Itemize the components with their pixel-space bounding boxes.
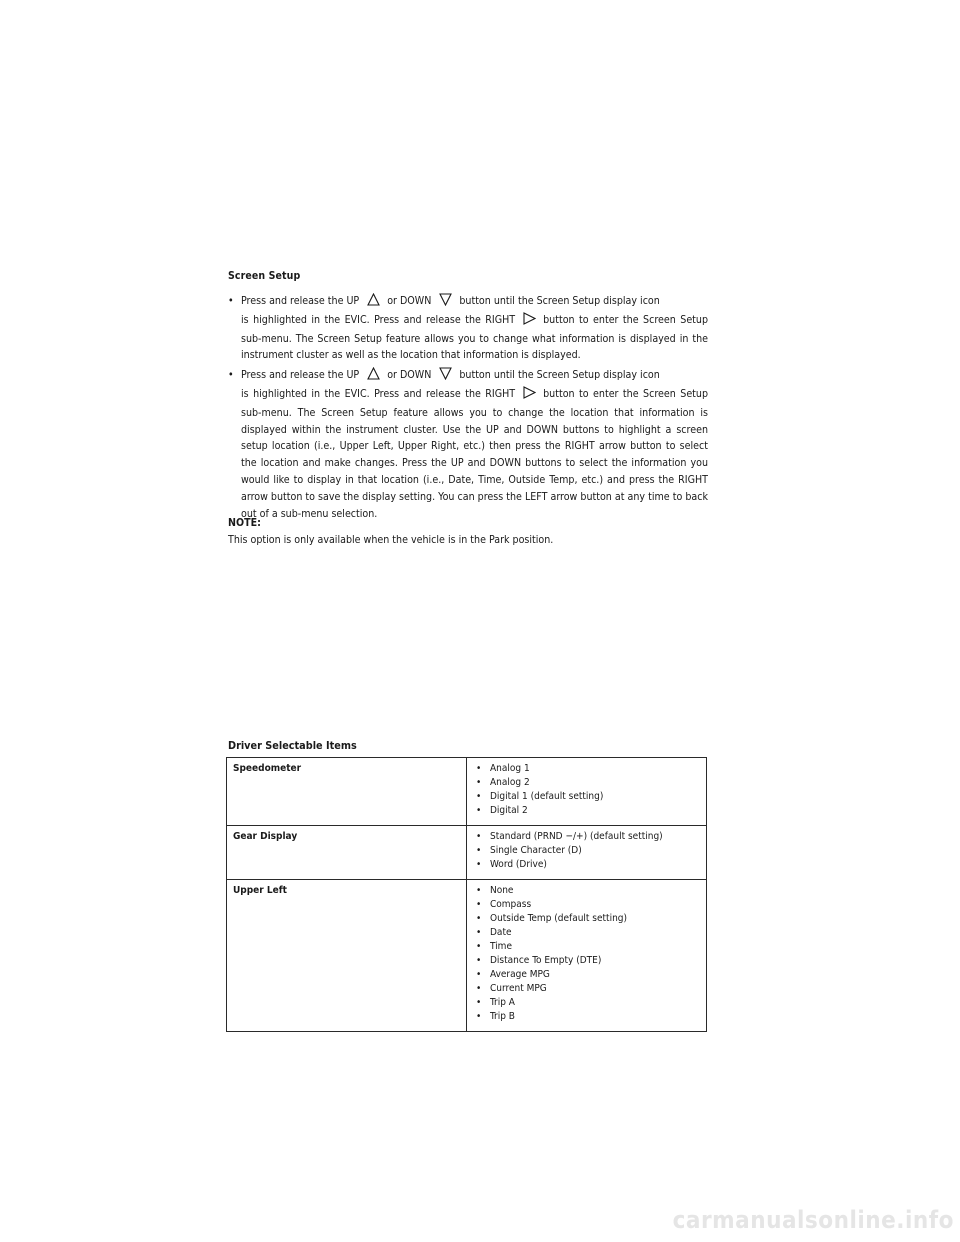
instruction-text: button to enter the Screen xyxy=(543,313,676,326)
section-title: Screen Setup xyxy=(228,270,301,282)
option-item: • Digital 2 xyxy=(473,804,700,818)
instruction-text: is highlighted in the EVIC. Press and release the RIGHT xyxy=(241,313,516,326)
item-name: Gear Display xyxy=(227,826,467,880)
instruction-text: or DOWN xyxy=(387,369,432,382)
instruction-text: is highlighted in the EVIC. Press and release the RIGHT xyxy=(241,387,516,400)
option-item: • Standard (PRND −/+) (default setting) xyxy=(473,830,700,844)
option-item: • Analog 1 xyxy=(473,762,700,776)
table-row xyxy=(227,826,707,880)
note-title: NOTE: xyxy=(228,517,261,529)
right-arrow-icon xyxy=(523,386,536,405)
right-arrow-icon xyxy=(523,312,536,331)
item-options xyxy=(467,826,707,880)
option-item: • Time xyxy=(473,940,700,954)
instruction-text: button to enter the Screen xyxy=(543,387,676,400)
instruction-text: or DOWN xyxy=(387,295,432,307)
option-item: • Word (Drive) xyxy=(473,858,700,872)
up-arrow-icon xyxy=(367,367,380,386)
down-arrow-icon xyxy=(439,367,452,386)
table-row xyxy=(227,758,707,826)
option-item: • Analog 2 xyxy=(473,776,700,790)
driver-selectable-items-table xyxy=(226,757,707,1032)
instruction-text: button until the Screen Setup display icon xyxy=(459,369,660,382)
item-name: Upper Left xyxy=(227,880,467,1032)
instruction-text: Press and release the UP xyxy=(241,369,360,382)
instruction-text: Press and release the UP xyxy=(241,295,360,307)
option-item: • Average MPG xyxy=(473,968,700,982)
watermark: carmanualsonline.info xyxy=(672,1206,954,1234)
instruction-text: Setup sub-menu. The Screen Setup feature allows you to change the location that information is displayed within the instrument cluster. Use the UP and DOWN buttons to highlight a screen setup location (i.e., Upper Left, Upper Right, etc.) then press the RIGHT arrow button to select the location and make changes. Press the UP and DOWN buttons to select the information you would like to display in that location (i.e., Date, Time, Outside Temp, etc.) and press the RIGHT arrow button to save the display setting. You can press the LEFT arrow button at any time to back out of a sub-menu selection. xyxy=(241,387,709,520)
option-item: • Digital 1 (default setting) xyxy=(473,790,700,804)
option-item: • Trip B xyxy=(473,1010,700,1024)
down-arrow-icon xyxy=(439,293,452,312)
item-options xyxy=(467,758,707,826)
instruction-text: Setup sub-menu. The Screen Setup feature allows you to change what information is displayed in the instrument cluster as well as the location that information is displayed. xyxy=(241,313,709,362)
instruction-item xyxy=(228,293,708,364)
option-item: • Current MPG xyxy=(473,982,700,996)
option-item: • Outside Temp (default setting) xyxy=(473,912,700,926)
up-arrow-icon xyxy=(367,293,380,312)
instruction-text: button until the Screen Setup display icon xyxy=(459,295,660,307)
table-title: Driver Selectable Items xyxy=(228,739,357,752)
option-item: • Compass xyxy=(473,898,700,912)
option-item: • Distance To Empty (DTE) xyxy=(473,954,700,968)
item-name: Speedometer xyxy=(227,758,467,826)
item-options xyxy=(467,880,707,1032)
table-row xyxy=(227,880,707,1032)
note-text: This option is only available when the vehicle is in the Park position. xyxy=(228,534,554,546)
option-item: • Single Character (D) xyxy=(473,844,700,858)
instruction-item xyxy=(228,367,708,522)
option-item: • Date xyxy=(473,926,700,940)
option-item: • Trip A xyxy=(473,996,700,1010)
option-item: • None xyxy=(473,884,700,898)
instruction-list xyxy=(228,293,708,525)
